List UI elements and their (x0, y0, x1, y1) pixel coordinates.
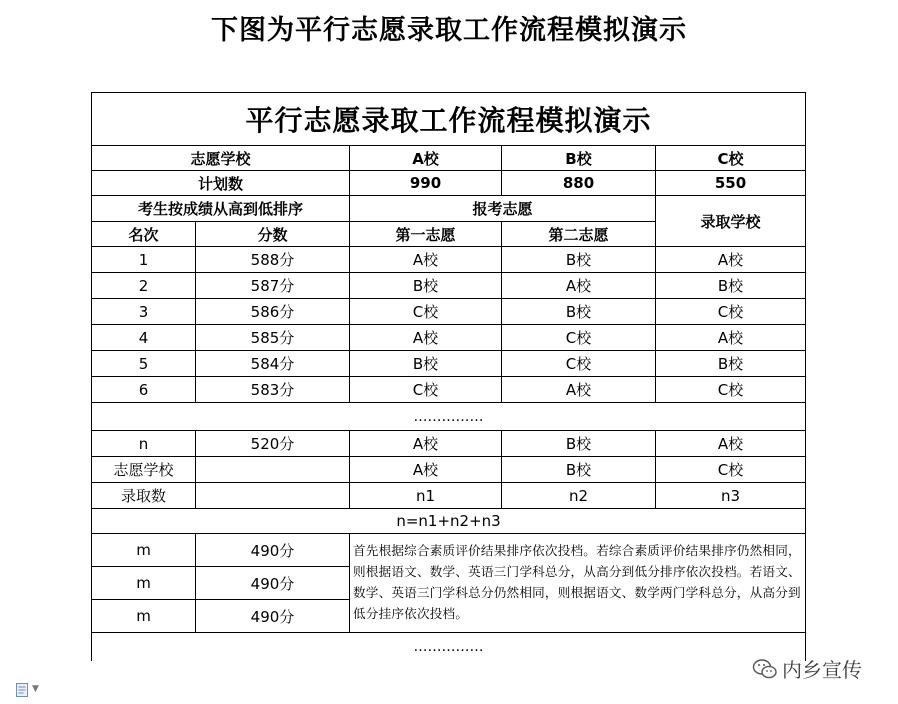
school2-b: B校 (502, 457, 656, 483)
admission-simulation-table (91, 92, 806, 661)
admitted-header: 录取学校 (656, 196, 806, 247)
table-row (92, 273, 806, 299)
school2-a: A校 (350, 457, 502, 483)
first-choice-cell: B校 (350, 273, 502, 299)
second-choice-cell: A校 (502, 377, 656, 403)
second-choice-cell: C校 (502, 325, 656, 351)
admit-count-c: n3 (656, 483, 806, 509)
second-choice-header: 第二志愿 (502, 222, 656, 247)
school2-c: C校 (656, 457, 806, 483)
preference-header: 报考志愿 (350, 196, 656, 222)
first-choice-cell: A校 (350, 325, 502, 351)
plan-a: 990 (350, 171, 502, 196)
rank-cell: 3 (92, 299, 196, 325)
second-choice-cell: B校 (502, 247, 656, 273)
rank-cell: 5 (92, 351, 196, 377)
plan-c: 550 (656, 171, 806, 196)
table-row (92, 431, 806, 457)
ellipsis-row-bottom: …………… (92, 633, 806, 662)
table-row (92, 247, 806, 273)
plan-b: 880 (502, 171, 656, 196)
ranking-header: 考生按成绩从高到低排序 (92, 196, 350, 222)
second-choice-cell: B校 (502, 299, 656, 325)
admitted-cell: A校 (656, 247, 806, 273)
school-a: A校 (350, 146, 502, 171)
watermark (752, 654, 862, 683)
first-choice-cell: A校 (350, 247, 502, 273)
school-b: B校 (502, 146, 656, 171)
table-row (92, 351, 806, 377)
admitted-cell: A校 (656, 431, 806, 457)
rank-cell: m (92, 534, 196, 567)
rank-cell: m (92, 600, 196, 633)
first-choice-cell: C校 (350, 299, 502, 325)
rank-header: 名次 (92, 222, 196, 247)
score-cell: 490分 (196, 600, 350, 633)
table-row (92, 325, 806, 351)
first-choice-cell: A校 (350, 431, 502, 457)
rank-cell: m (92, 567, 196, 600)
school-row2-label: 志愿学校 (92, 457, 196, 483)
admit-count-b: n2 (502, 483, 656, 509)
page-title: 下图为平行志愿录取工作流程模拟演示 (211, 15, 687, 46)
tie-break-note: 首先根据综合素质评价结果排序依次投档。若综合素质评价结果排序仍然相同，则根据语文、数学、英语三门学科总分，从高分到低分排序依次投档。若语文、数学、英语三门学科总分仍然相同，则根据语文、数学两门学科总分，从高分到低分挂序依次投档。 (350, 534, 806, 633)
score-cell: 584分 (196, 351, 350, 377)
admitted-cell: A校 (656, 325, 806, 351)
rank-cell: 2 (92, 273, 196, 299)
admit-count-label: 录取数 (92, 483, 196, 509)
score-cell: 583分 (196, 377, 350, 403)
admitted-cell: C校 (656, 299, 806, 325)
admitted-cell: B校 (656, 351, 806, 377)
score-cell: 520分 (196, 431, 350, 457)
watermark-text: 内乡宣传 (782, 658, 862, 682)
admitted-cell: C校 (656, 377, 806, 403)
score-cell: 587分 (196, 273, 350, 299)
wechat-icon (752, 658, 778, 680)
score-cell: 586分 (196, 299, 350, 325)
admitted-cell: B校 (656, 273, 806, 299)
rank-cell: 4 (92, 325, 196, 351)
table-title: 平行志愿录取工作流程模拟演示 (92, 93, 806, 146)
score-cell: 585分 (196, 325, 350, 351)
first-choice-cell: C校 (350, 377, 502, 403)
second-choice-cell: A校 (502, 273, 656, 299)
score-header: 分数 (196, 222, 350, 247)
table-row (92, 377, 806, 403)
first-choice-header: 第一志愿 (350, 222, 502, 247)
admit-count-a: n1 (350, 483, 502, 509)
rank-cell: 6 (92, 377, 196, 403)
score-cell: 490分 (196, 567, 350, 600)
school-c: C校 (656, 146, 806, 171)
school-row-label: 志愿学校 (92, 146, 350, 171)
score-cell: 490分 (196, 534, 350, 567)
second-choice-cell: B校 (502, 431, 656, 457)
formula-row: n=n1+n2+n3 (92, 509, 806, 534)
chevron-down-icon[interactable]: ▼ (32, 684, 39, 694)
first-choice-cell: B校 (350, 351, 502, 377)
score-cell: 588分 (196, 247, 350, 273)
second-choice-cell: C校 (502, 351, 656, 377)
rank-cell: n (92, 431, 196, 457)
table-row (92, 299, 806, 325)
table-row (92, 534, 806, 567)
document-icon[interactable] (16, 683, 28, 697)
plan-row-label: 计划数 (92, 171, 350, 196)
ellipsis-row: …………… (92, 403, 806, 431)
rank-cell: 1 (92, 247, 196, 273)
